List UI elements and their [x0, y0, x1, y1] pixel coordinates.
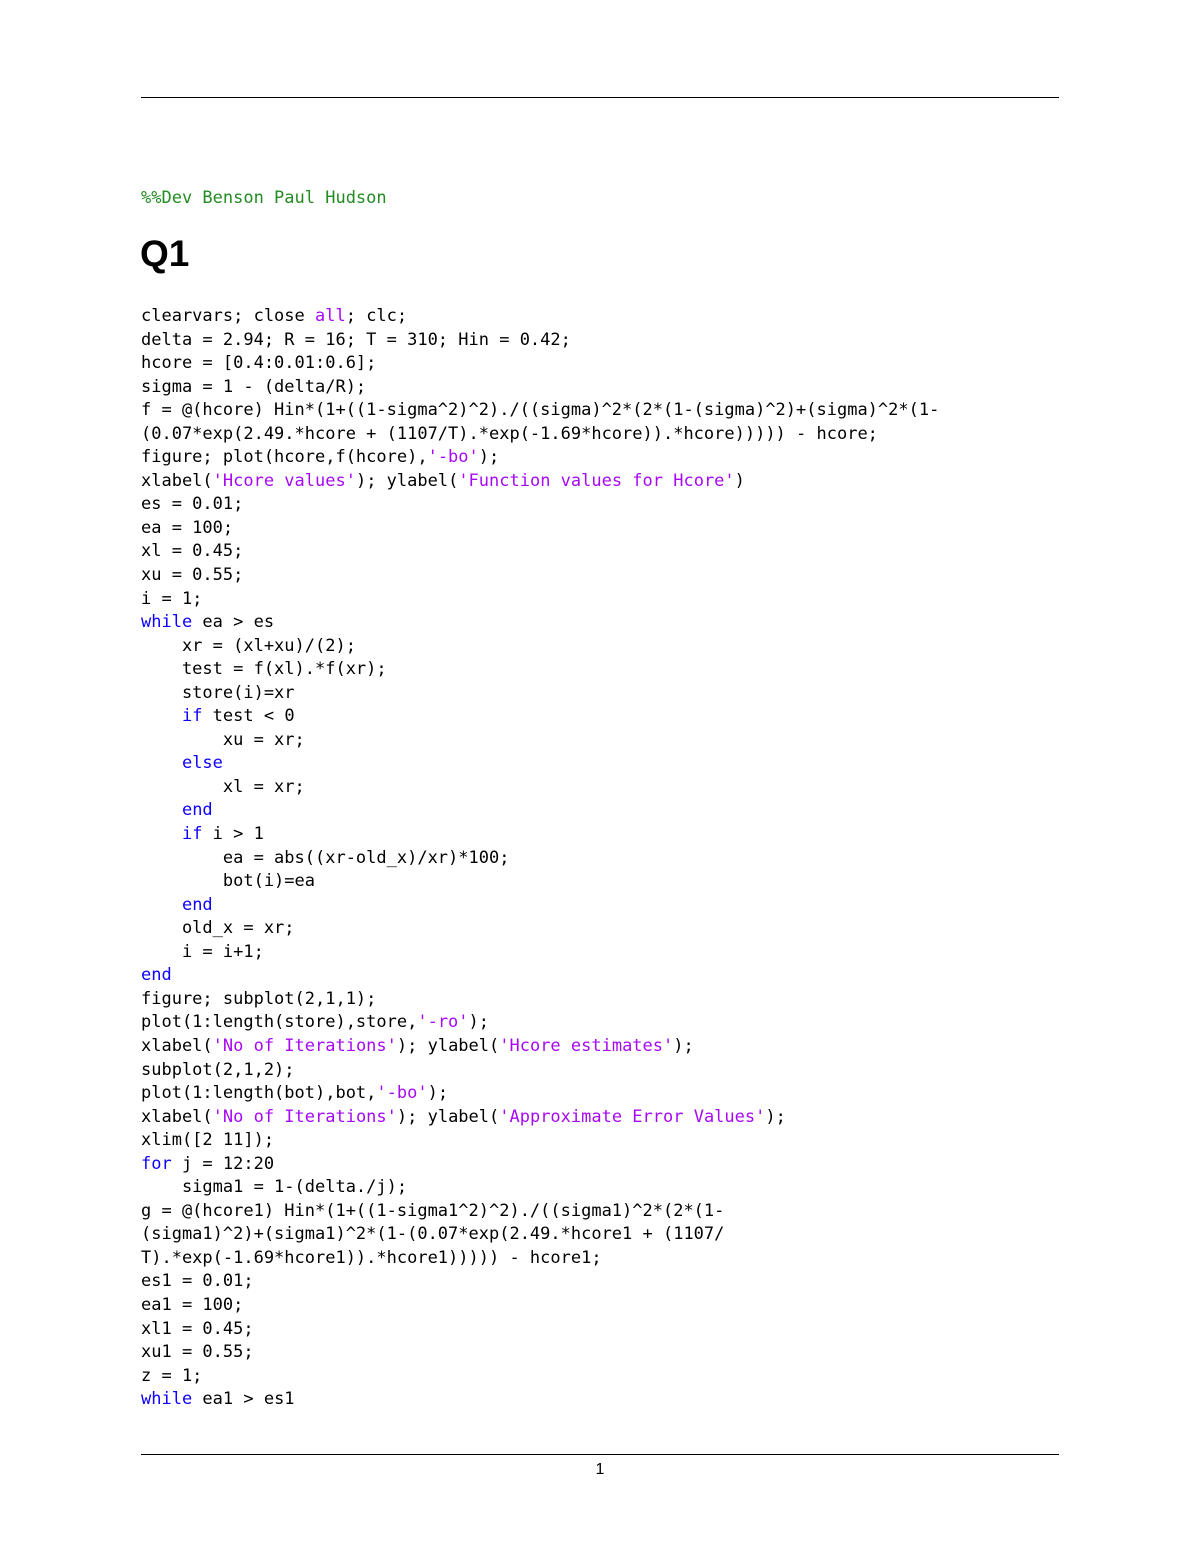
code-string: 'Hcore estimates': [499, 1035, 674, 1056]
code-text: g = @(hcore1) Hin*(1+((1-sigma1^2)^2)./((sigma1)^2*(2*(1-: [141, 1200, 725, 1221]
code-text: ea = 100;: [141, 517, 234, 538]
code-line: [141, 1011, 939, 1035]
code-keyword: else: [181, 753, 223, 774]
code-line: [141, 1200, 939, 1224]
code-line: [141, 682, 939, 706]
code-text: ea > es: [192, 612, 275, 633]
code-line: [141, 705, 939, 729]
code-text: z = 1;: [141, 1365, 203, 1386]
code-text: ea1 > es1: [192, 1389, 295, 1410]
code-string: '-bo': [427, 447, 479, 468]
code-text: es1 = 0.01;: [141, 1271, 254, 1292]
code-string: 'No of Iterations': [212, 1035, 397, 1056]
code-text: (0.07*exp(2.49.*hcore + (1107/T).*exp(-1.69*hcore)).*hcore))))) - hcore;: [141, 423, 878, 444]
code-text: plot(1:length(bot),bot,: [141, 1083, 377, 1104]
code-line: [141, 1388, 939, 1412]
code-line: [141, 658, 939, 682]
code-text: plot(1:length(store),store,: [141, 1012, 418, 1033]
author-comment: %%Dev Benson Paul Hudson: [141, 188, 387, 208]
code-string: '-ro': [417, 1012, 469, 1033]
code-text: ); ylabel(: [396, 1106, 500, 1127]
code-text: [141, 753, 182, 773]
code-keyword: while: [141, 612, 193, 633]
code-line: [141, 611, 939, 635]
code-line: [141, 564, 939, 588]
code-text: test = f(xl).*f(xr);: [141, 659, 387, 680]
code-text: figure; plot(hcore,f(hcore),: [141, 447, 428, 468]
code-line: [141, 1059, 939, 1083]
code-text: [141, 800, 182, 820]
code-listing: [141, 305, 939, 1412]
code-line: [141, 399, 939, 423]
code-line: [141, 729, 939, 753]
code-line: [141, 776, 939, 800]
code-text: ); ylabel(: [396, 1035, 500, 1056]
code-text: xlim([2 11]);: [141, 1130, 275, 1151]
code-line: [141, 894, 939, 918]
code-line: [141, 799, 939, 823]
code-keyword: for: [141, 1153, 172, 1174]
code-text: sigma = 1 - (delta/R);: [141, 376, 367, 397]
code-line: [141, 1365, 939, 1389]
code-text: test < 0: [202, 706, 295, 727]
code-string: 'Hcore values': [212, 470, 356, 491]
code-line: [141, 1082, 939, 1106]
code-line: [141, 352, 939, 376]
code-text: store(i)=xr: [141, 682, 295, 703]
code-text: ); ylabel(: [355, 470, 459, 491]
code-text: );: [478, 447, 500, 468]
code-text: xu = 0.55;: [141, 565, 244, 586]
code-line: [141, 870, 939, 894]
code-keyword: end: [141, 965, 172, 986]
code-line: [141, 1106, 939, 1130]
code-text: );: [673, 1035, 694, 1056]
code-line: [141, 635, 939, 659]
code-keyword: if: [181, 706, 203, 727]
code-line: [141, 1270, 939, 1294]
code-text: old_x = xr;: [141, 918, 295, 939]
code-string: 'Approximate Error Values': [499, 1106, 766, 1127]
code-line: [141, 1035, 939, 1059]
code-line: [141, 376, 939, 400]
code-keyword: if: [181, 824, 203, 845]
code-text: hcore = [0.4:0.01:0.6];: [141, 353, 377, 374]
code-text: xlabel(: [141, 470, 213, 491]
code-line: [141, 329, 939, 353]
code-text: figure; subplot(2,1,1);: [141, 988, 377, 1009]
code-string: all: [315, 306, 346, 326]
code-text: xu = xr;: [141, 729, 305, 750]
code-text: xl1 = 0.45;: [141, 1318, 254, 1339]
code-text: [141, 706, 182, 726]
code-line: [141, 1223, 939, 1247]
code-text: xr = (xl+xu)/(2);: [141, 635, 356, 656]
code-text: [141, 895, 182, 915]
code-line: [141, 988, 939, 1012]
code-text: [141, 824, 182, 844]
code-line: [141, 1341, 939, 1365]
code-text: ): [734, 470, 745, 491]
code-text: delta = 2.94; R = 16; T = 310; Hin = 0.42;: [141, 329, 571, 350]
code-line: [141, 1129, 939, 1153]
code-text: );: [765, 1106, 786, 1127]
section-heading: Q1: [140, 233, 190, 274]
code-line: [141, 423, 939, 447]
code-text: sigma1 = 1-(delta./j);: [141, 1177, 408, 1198]
code-line: [141, 941, 939, 965]
code-text: T).*exp(-1.69*hcore1)).*hcore1))))) - hcore1;: [141, 1247, 602, 1268]
code-line: [141, 305, 939, 329]
footer-rule: [141, 1454, 1059, 1455]
code-line: [141, 540, 939, 564]
code-line: [141, 493, 939, 517]
code-line: [141, 517, 939, 541]
code-text: ; clc;: [345, 306, 408, 326]
code-text: es = 0.01;: [141, 494, 244, 515]
code-keyword: end: [181, 800, 213, 821]
code-line: [141, 1294, 939, 1318]
code-text: xl = xr;: [141, 776, 305, 797]
code-line: [141, 847, 939, 871]
code-text: f = @(hcore) Hin*(1+((1-sigma^2)^2)./((sigma)^2*(2*(1-(sigma)^2)+(sigma)^2*(1-: [141, 400, 940, 421]
code-text: xlabel(: [141, 1106, 213, 1127]
code-text: );: [427, 1083, 449, 1104]
code-text: ea = abs((xr-old_x)/xr)*100;: [141, 847, 510, 868]
page-number: 1: [595, 1461, 605, 1478]
code-line: [141, 446, 939, 470]
code-text: i = 1;: [141, 588, 203, 609]
code-text: xl = 0.45;: [141, 541, 244, 562]
code-line: [141, 964, 939, 988]
code-text: j = 12:20: [171, 1153, 275, 1174]
code-line: [141, 588, 939, 612]
code-text: xu1 = 0.55;: [141, 1342, 254, 1363]
code-text: i > 1: [202, 824, 264, 845]
code-line: [141, 1247, 939, 1271]
code-line: [141, 752, 939, 776]
code-text: (sigma1)^2)+(sigma1)^2*(1-(0.07*exp(2.49.*hcore1 + (1107/: [141, 1224, 725, 1245]
code-text: bot(i)=ea: [141, 871, 315, 892]
code-string: '-bo': [376, 1083, 428, 1104]
code-text: xlabel(: [141, 1035, 213, 1056]
code-line: [141, 1153, 939, 1177]
code-text: ea1 = 100;: [141, 1294, 244, 1315]
code-keyword: end: [181, 894, 213, 915]
code-line: [141, 917, 939, 941]
code-line: [141, 1318, 939, 1342]
header-rule: [141, 97, 1059, 98]
code-string: 'Function values for Hcore': [458, 470, 735, 491]
code-text: );: [468, 1012, 490, 1033]
code-line: [141, 470, 939, 494]
code-keyword: while: [141, 1389, 193, 1410]
code-line: [141, 1176, 939, 1200]
code-line: [141, 823, 939, 847]
code-text: i = i+1;: [141, 941, 264, 962]
code-text: clearvars; close: [141, 306, 315, 326]
code-text: subplot(2,1,2);: [141, 1059, 295, 1080]
code-string: 'No of Iterations': [212, 1106, 397, 1127]
